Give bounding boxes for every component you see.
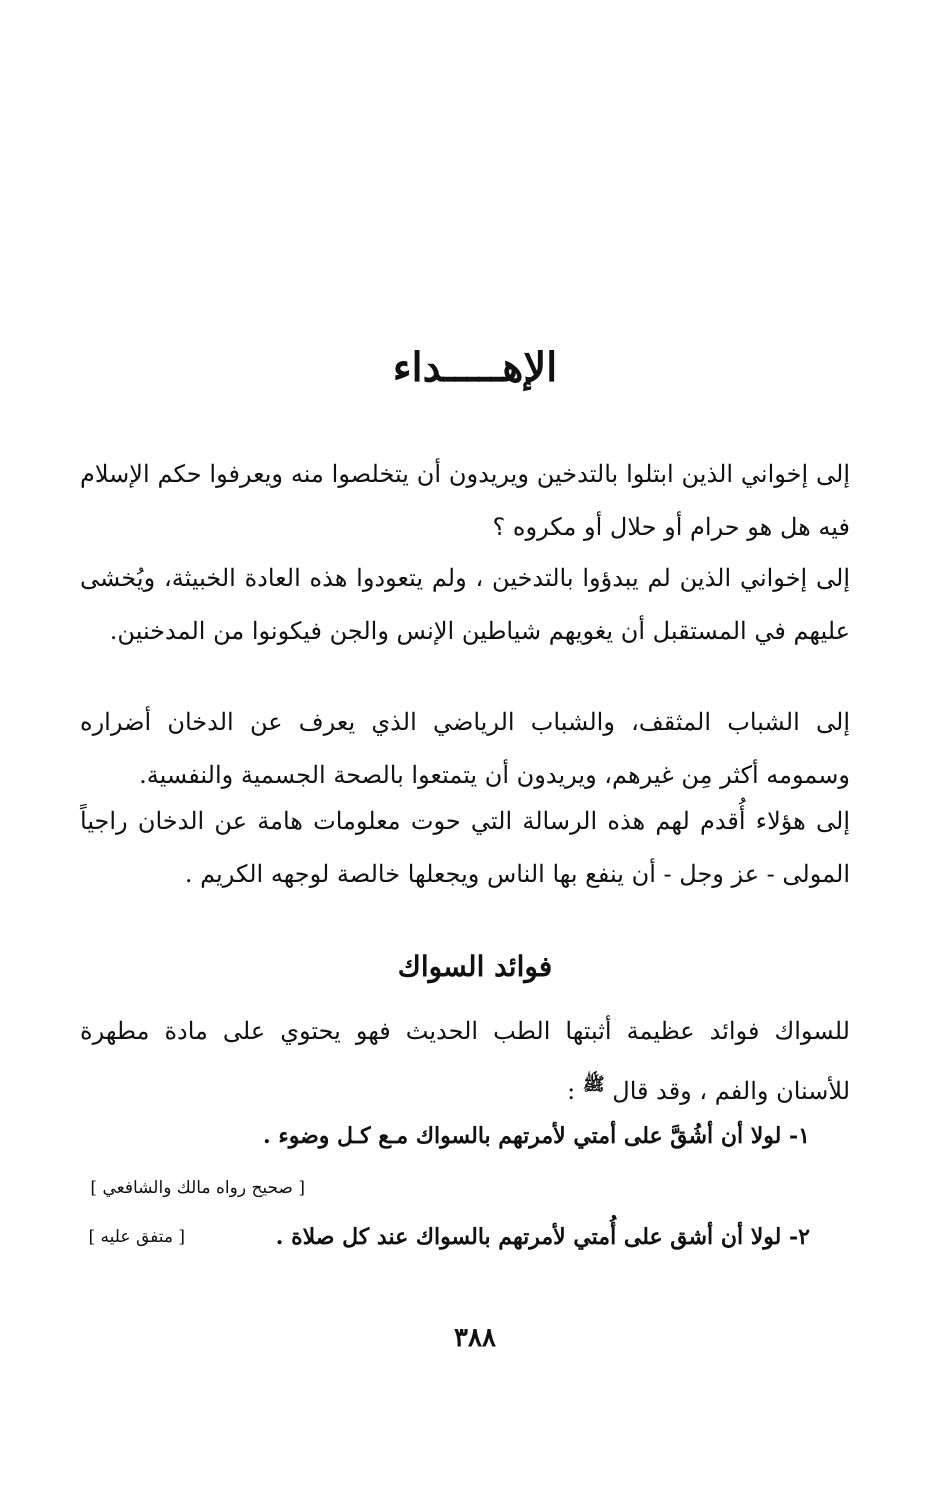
siwak-intro-colon: : (567, 1077, 576, 1105)
page-number: ٣٨٨ (454, 1323, 496, 1353)
hadith-2-source: [ متفق عليه ] (88, 1227, 185, 1247)
hadith-1-source: [ صحيح رواه مالك والشافعي ] (90, 1178, 305, 1198)
dedication-paragraph-4: إلى هؤلاء أُقدم لهم هذه الرسالة التي حوت معلومات هامة عن الدخان راجياً المولى - عز وجل - أن ينفع بها الناس ويجعلها خالصة لوجهه الكريم . (80, 807, 850, 888)
siwak-intro-text: للسواك فوائد عظيمة أثبتها الطب الحديث فهو يحتوي على مادة مطهرة للأسنان والفم ، وقد قال (80, 1017, 850, 1105)
hadith-1: ١- لولا أن أشُقَّ على أمتي لأمرتهم بالسواك مـع كـل وضوء . (263, 1123, 810, 1149)
dedication-paragraph-2: إلى إخواني الذين لم يبدؤوا بالتدخين ، ولم يتعودوا هذه العادة الخبيثة، ويُخشى عليهم في المستقبل أن يغويهم شياطين الإنس والجن فيكونوا من المدخنين. (80, 564, 850, 645)
hadith-2: ٢- لولا أن أشق على أُمتي لأمرتهم بالسواك عند كل صلاة . (275, 1224, 810, 1250)
dedication-paragraph-1: إلى إخواني الذين ابتلوا بالتدخين ويريدون أن يتخلصوا منه ويعرفوا حكم الإسلام فيه هل هو حرام أو حلال أو مكروه ؟ (80, 460, 850, 541)
siwak-intro-paragraph (80, 1005, 850, 1118)
dedication-title: الإهـــــداء (392, 344, 558, 391)
pbuh-glyph: ﷺ (582, 1074, 605, 1095)
dedication-paragraph-3: إلى الشباب المثقف، والشباب الرياضي الذي يعرف عن الدخان أضراره وسمومه أكثر مِن غيرهم، ويريدون أن يتمتعوا بالصحة الجسمية والنفسية. (80, 708, 850, 789)
siwak-section-title: فوائد السواك (397, 950, 553, 983)
